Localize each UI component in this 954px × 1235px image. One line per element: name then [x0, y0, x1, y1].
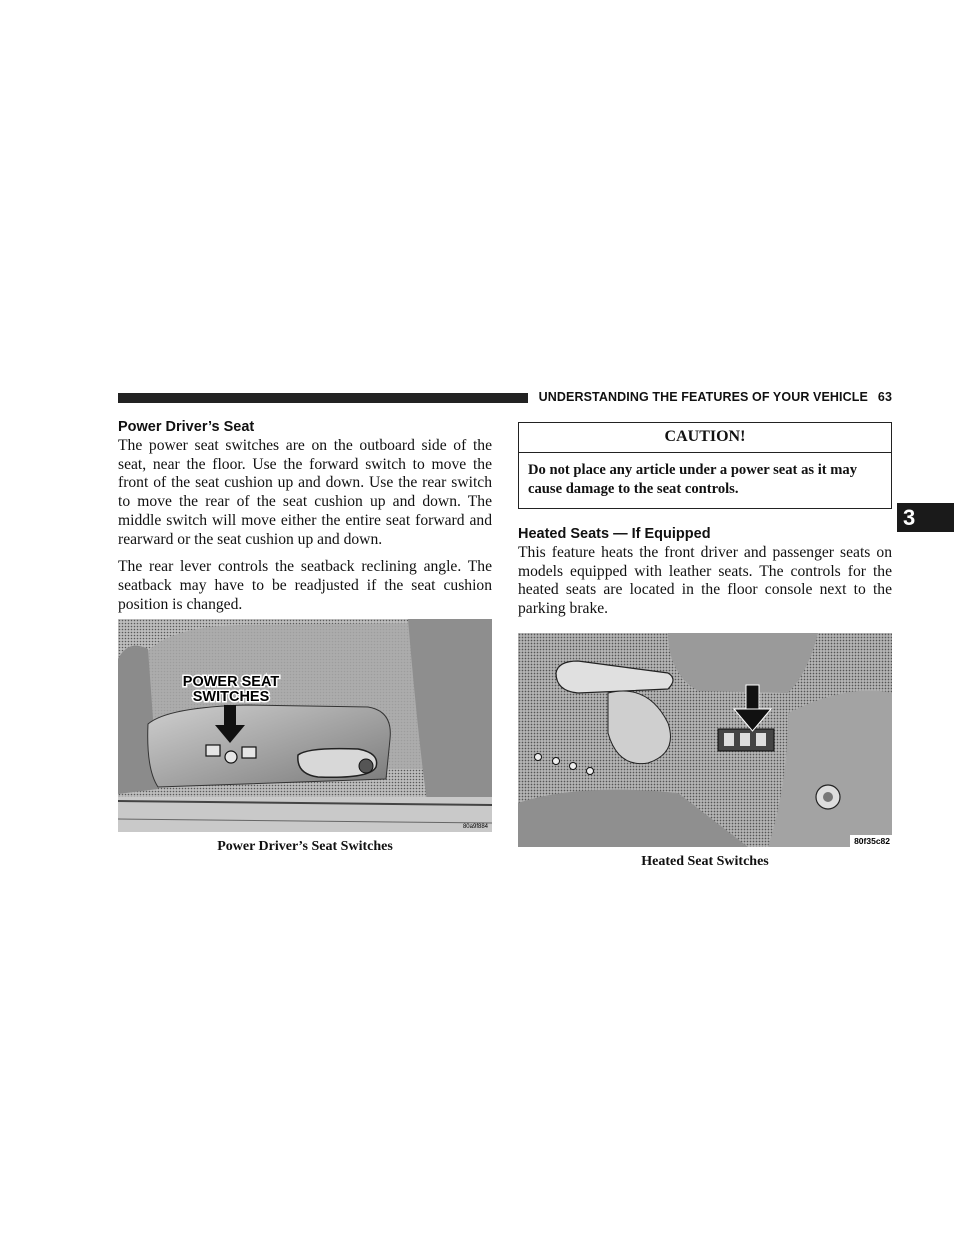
heated-seat-switches-photo — [518, 633, 892, 847]
header-rule — [118, 393, 528, 403]
heated-seat-photo-illustration — [518, 633, 892, 847]
figure-code: 80f35c82 — [854, 835, 890, 846]
power-seat-paragraph-1: The power seat switches are on the outboard side of the seat, near the floor. Use the forward switch to move the front of the seat cushion up and down. Use the rear switch to move the rear of the seat cushion up and down. The middle switch will move either the entire seat forward and rearward or the seat cushion up and down. — [118, 437, 492, 548]
heated-seats-paragraph: This feature heats the front driver and passenger seats on models equipped with leather seats. The controls for the heated seats are located in the floor console next to the parking brake. — [518, 544, 892, 618]
power-seat-figure-caption: Power Driver’s Seat Switches — [217, 839, 393, 855]
heated-seat-figure-caption: Heated Seat Switches — [641, 853, 769, 869]
left-column — [118, 418, 492, 856]
figure-label-line-2: SWITCHES — [192, 689, 270, 706]
caution-title: CAUTION! — [519, 423, 891, 453]
power-seat-switches-photo — [118, 619, 492, 832]
right-column — [518, 418, 892, 871]
running-head — [538, 390, 892, 404]
power-seat-photo-illustration — [118, 619, 492, 832]
running-head-title: UNDERSTANDING THE FEATURES OF YOUR VEHICLE — [538, 390, 868, 404]
chapter-tab[interactable]: 3 — [897, 503, 954, 532]
figure-label-line-1: POWER SEAT — [182, 674, 280, 691]
page-number: 63 — [877, 390, 892, 404]
caution-text: Do not place any article under a power seat as it may cause damage to the seat controls. — [528, 462, 858, 497]
figure-code: 80a9f884 — [462, 824, 488, 831]
caution-box — [518, 422, 892, 509]
section-heading-power-seat: Power Driver’s Seat — [118, 419, 255, 435]
power-seat-paragraph-2: The rear lever controls the seatback reclining angle. The seatback may have to be readjusted if the seat cushion position is changed. — [118, 558, 492, 613]
section-heading-heated-seats: Heated Seats — If Equipped — [518, 526, 711, 542]
